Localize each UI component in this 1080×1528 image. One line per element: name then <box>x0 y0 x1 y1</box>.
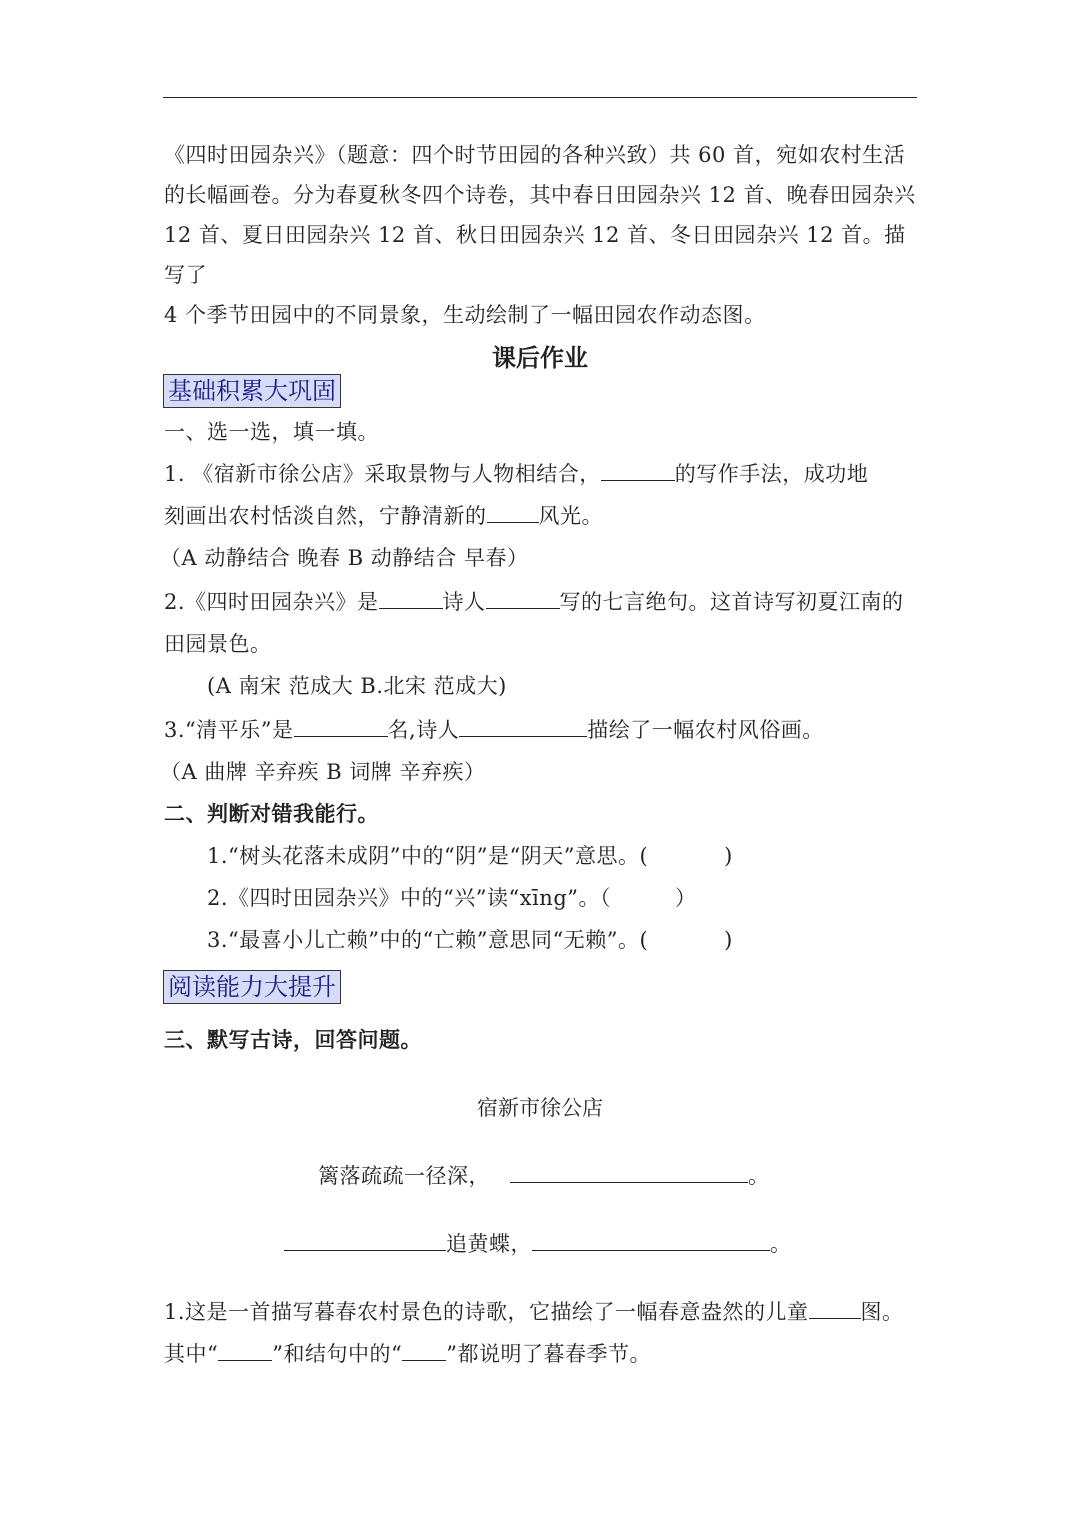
q1-text-a: 1. 《宿新市徐公店》采取景物与人物相结合， <box>164 462 601 486</box>
poem-line2-end: 。 <box>770 1232 792 1256</box>
poem-line2-blank-a[interactable] <box>284 1230 446 1251</box>
judge-item <box>207 882 697 912</box>
section-reading-label: 阅读能力大提升 <box>163 970 341 1004</box>
section-basic-label: 基础积累大巩固 <box>163 374 341 408</box>
q2-line2: 田园景色。 <box>164 632 272 656</box>
intro-paragraph <box>164 135 924 335</box>
q2-text-b: 诗人 <box>442 590 486 614</box>
intro-line: 的长幅画卷。分为春夏秋冬四个诗卷，其中春日田园杂兴 12 首、晚春田园杂兴 <box>164 183 916 207</box>
poem-title: 宿新市徐公店 <box>477 1096 603 1120</box>
q2-blank-dynasty[interactable] <box>379 588 443 609</box>
q2-options: (A 南宋 范成大 B.北宋 范成大) <box>207 674 507 698</box>
judge-text: 1.“树头花落未成阴”中的“阴”是“阴天”意思。( <box>207 844 649 868</box>
q1-blank-technique[interactable] <box>601 460 675 481</box>
q3-blank-type[interactable] <box>294 716 388 737</box>
header-rule <box>163 97 917 98</box>
q3-blank-poet[interactable] <box>459 716 587 737</box>
q2-blank-poet[interactable] <box>486 588 560 609</box>
judge-close: ) <box>724 928 733 952</box>
poem-line1-blank[interactable] <box>510 1162 748 1183</box>
q2-line1 <box>164 586 904 616</box>
judge-item <box>207 924 733 954</box>
reading-q1-blank-a[interactable] <box>218 1340 272 1361</box>
q1-options: （A 动静结合 晚春 B 动静结合 早春） <box>160 546 529 570</box>
judge-close: ) <box>724 844 733 868</box>
judge-text: 2.《四时田园杂兴》中的“兴”读“xīng”。（ <box>207 886 612 910</box>
q1-blank-season[interactable] <box>487 502 539 523</box>
q2-text-a: 2.《四时田园杂兴》是 <box>164 590 379 614</box>
q1-text-c: 刻画出农村恬淡自然，宁静清新的 <box>164 504 487 528</box>
intro-line: 4 个季节田园中的不同景象，生动绘制了一幅田园农作动态图。 <box>164 303 766 327</box>
q1-text-d: 风光。 <box>538 504 603 528</box>
q1-text-b: 的写作手法，成功地 <box>674 462 869 486</box>
q3-options: （A 曲牌 辛弃疾 B 词牌 辛弃疾） <box>160 760 486 784</box>
reading-q1-text-c: 其中“ <box>164 1342 219 1366</box>
reading-q1-text-a: 1.这是一首描写暮春农村景色的诗歌，它描绘了一幅春意盎然的儿童 <box>164 1300 809 1324</box>
reading-q1-line1 <box>164 1296 904 1326</box>
reading-q1-text-d: ”和结句中的“ <box>272 1342 403 1366</box>
q1-line2 <box>164 500 603 530</box>
q3-text-a: 3.“清平乐”是 <box>164 718 294 742</box>
poem-line2 <box>284 1228 792 1258</box>
judge-item <box>207 840 733 870</box>
reading-q1-text-b: 图。 <box>860 1300 904 1324</box>
poem-line2-blank-b[interactable] <box>532 1230 770 1251</box>
reading-q1-blank-b[interactable] <box>402 1340 446 1361</box>
intro-line: 12 首、夏日田园杂兴 12 首、秋日田园杂兴 12 首、冬日田园杂兴 12 首。描写了 <box>164 223 906 287</box>
reading-q1-blank-picture[interactable] <box>809 1298 861 1319</box>
q3-text-b: 名,诗人 <box>387 718 460 742</box>
part3-heading: 三、默写古诗，回答问题。 <box>164 1027 422 1052</box>
homework-title: 课后作业 <box>492 343 588 372</box>
q3-line1 <box>164 714 824 744</box>
q2-text-c: 写的七言绝句。这首诗写初夏江南的 <box>559 590 904 614</box>
poem-line2-mid: 追黄蝶， <box>446 1232 532 1256</box>
poem-line1-start: 篱落疏疏一径深， <box>318 1164 490 1188</box>
reading-q1-text-e: ”都说明了暮春季节。 <box>446 1342 651 1366</box>
part1-heading: 一、选一选，填一填。 <box>164 420 379 444</box>
poem-line1 <box>318 1160 770 1190</box>
q1-line1 <box>164 458 868 488</box>
q3-text-c: 描绘了一幅农村风俗画。 <box>587 718 824 742</box>
poem-line1-end: 。 <box>748 1164 770 1188</box>
part2-heading: 二、判断对错我能行。 <box>164 801 379 826</box>
judge-close: ） <box>675 886 697 910</box>
intro-line: 《四时田园杂兴》（题意：四个时节田园的各种兴致）共 60 首，宛如农村生活 <box>164 143 906 167</box>
reading-q1-line2 <box>164 1338 651 1368</box>
judge-text: 3.“最喜小儿亡赖”中的“亡赖”意思同“无赖”。( <box>207 928 649 952</box>
